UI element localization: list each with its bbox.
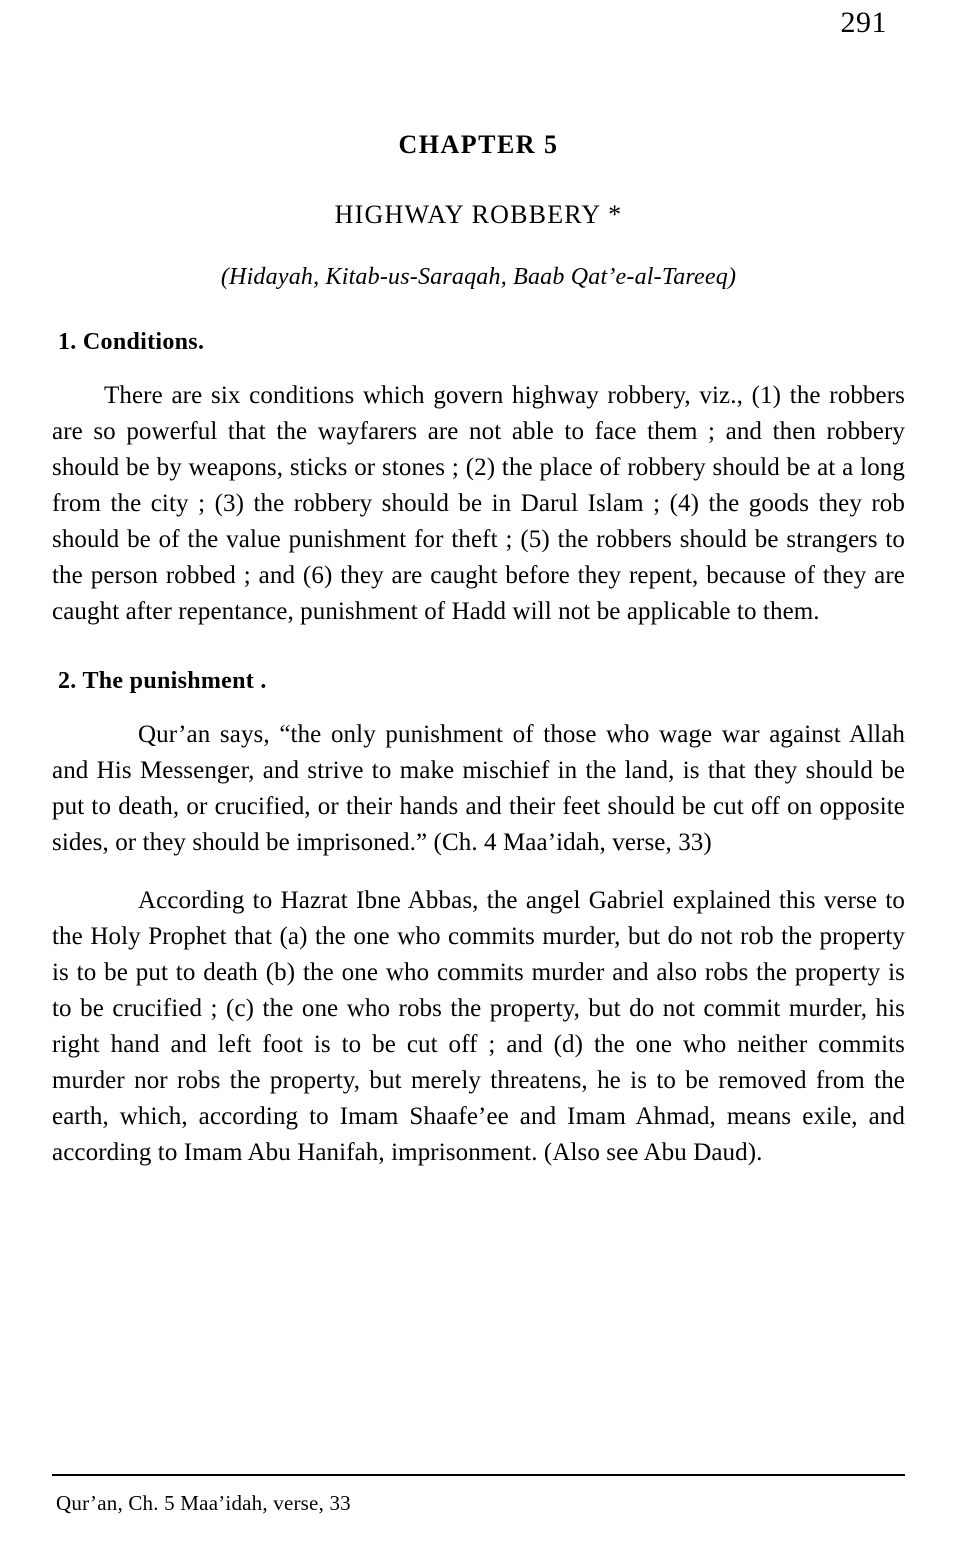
paragraph-conditions: There are six conditions which govern highway robbery, viz., (1) the robbers are so powerful that the wayfarers are not able to face them ; and then robbery should be by weapons, sticks or stones ; (2) the place of robbery should be at a long from the city ; (3) the robbery should be in Darul Islam ; (4) the goods they rob should be of the value punishment for theft ; (5) the robbers should be strangers to the person robbed ; and (6) they are caught before they repent, because of they are caught after repentance, punishment of Hadd will not be applicable to them.	[52, 382, 905, 625]
chapter-source-citation: (Hidayah, Kitab-us-Saraqah, Baab Qat’e-al-Tareeq)	[220, 264, 737, 290]
footnote-text: Qur’an, Ch. 5 Maa’idah, verse, 33	[56, 1491, 351, 1515]
footnote-divider	[52, 1474, 905, 1476]
page-number: 291	[840, 6, 887, 39]
paragraph-ibne-abbas: According to Hazrat Ibne Abbas, the angel Gabriel explained this verse to the Holy Prophet that (a) the one who commits murder, but do not rob the property is to be put to death (b) the one who commits murder and also robs the property is to be crucified ; (c) the one who robs the property, but do not commit murder, his right hand and left foot is to be cut off ; and (d) the one who neither commits murder nor robs the property, but merely threatens, he is to be removed from the earth, which, according to Imam Shaafe’ee and Imam Ahmad, means exile, and according to Imam Abu Hanifah, imprisonment. (Also see Abu Daud).	[52, 887, 905, 1166]
section-heading-conditions: 1. Conditions.	[58, 329, 205, 355]
chapter-title: CHAPTER 5	[398, 130, 559, 159]
paragraph-quran-quote: Qur’an says, “the only punishment of those who wage war against Allah and His Messenger, and strive to make mischief in the land, is that they should be put to death, or crucified, or their hands and their feet should be cut off on opposite sides, or they should be imprisoned.” (Ch. 4 Maa’idah, verse, 33)	[52, 721, 905, 856]
section-heading-punishment: 2. The punishment .	[58, 668, 267, 694]
chapter-subject-heading: HIGHWAY ROBBERY *	[334, 200, 623, 229]
